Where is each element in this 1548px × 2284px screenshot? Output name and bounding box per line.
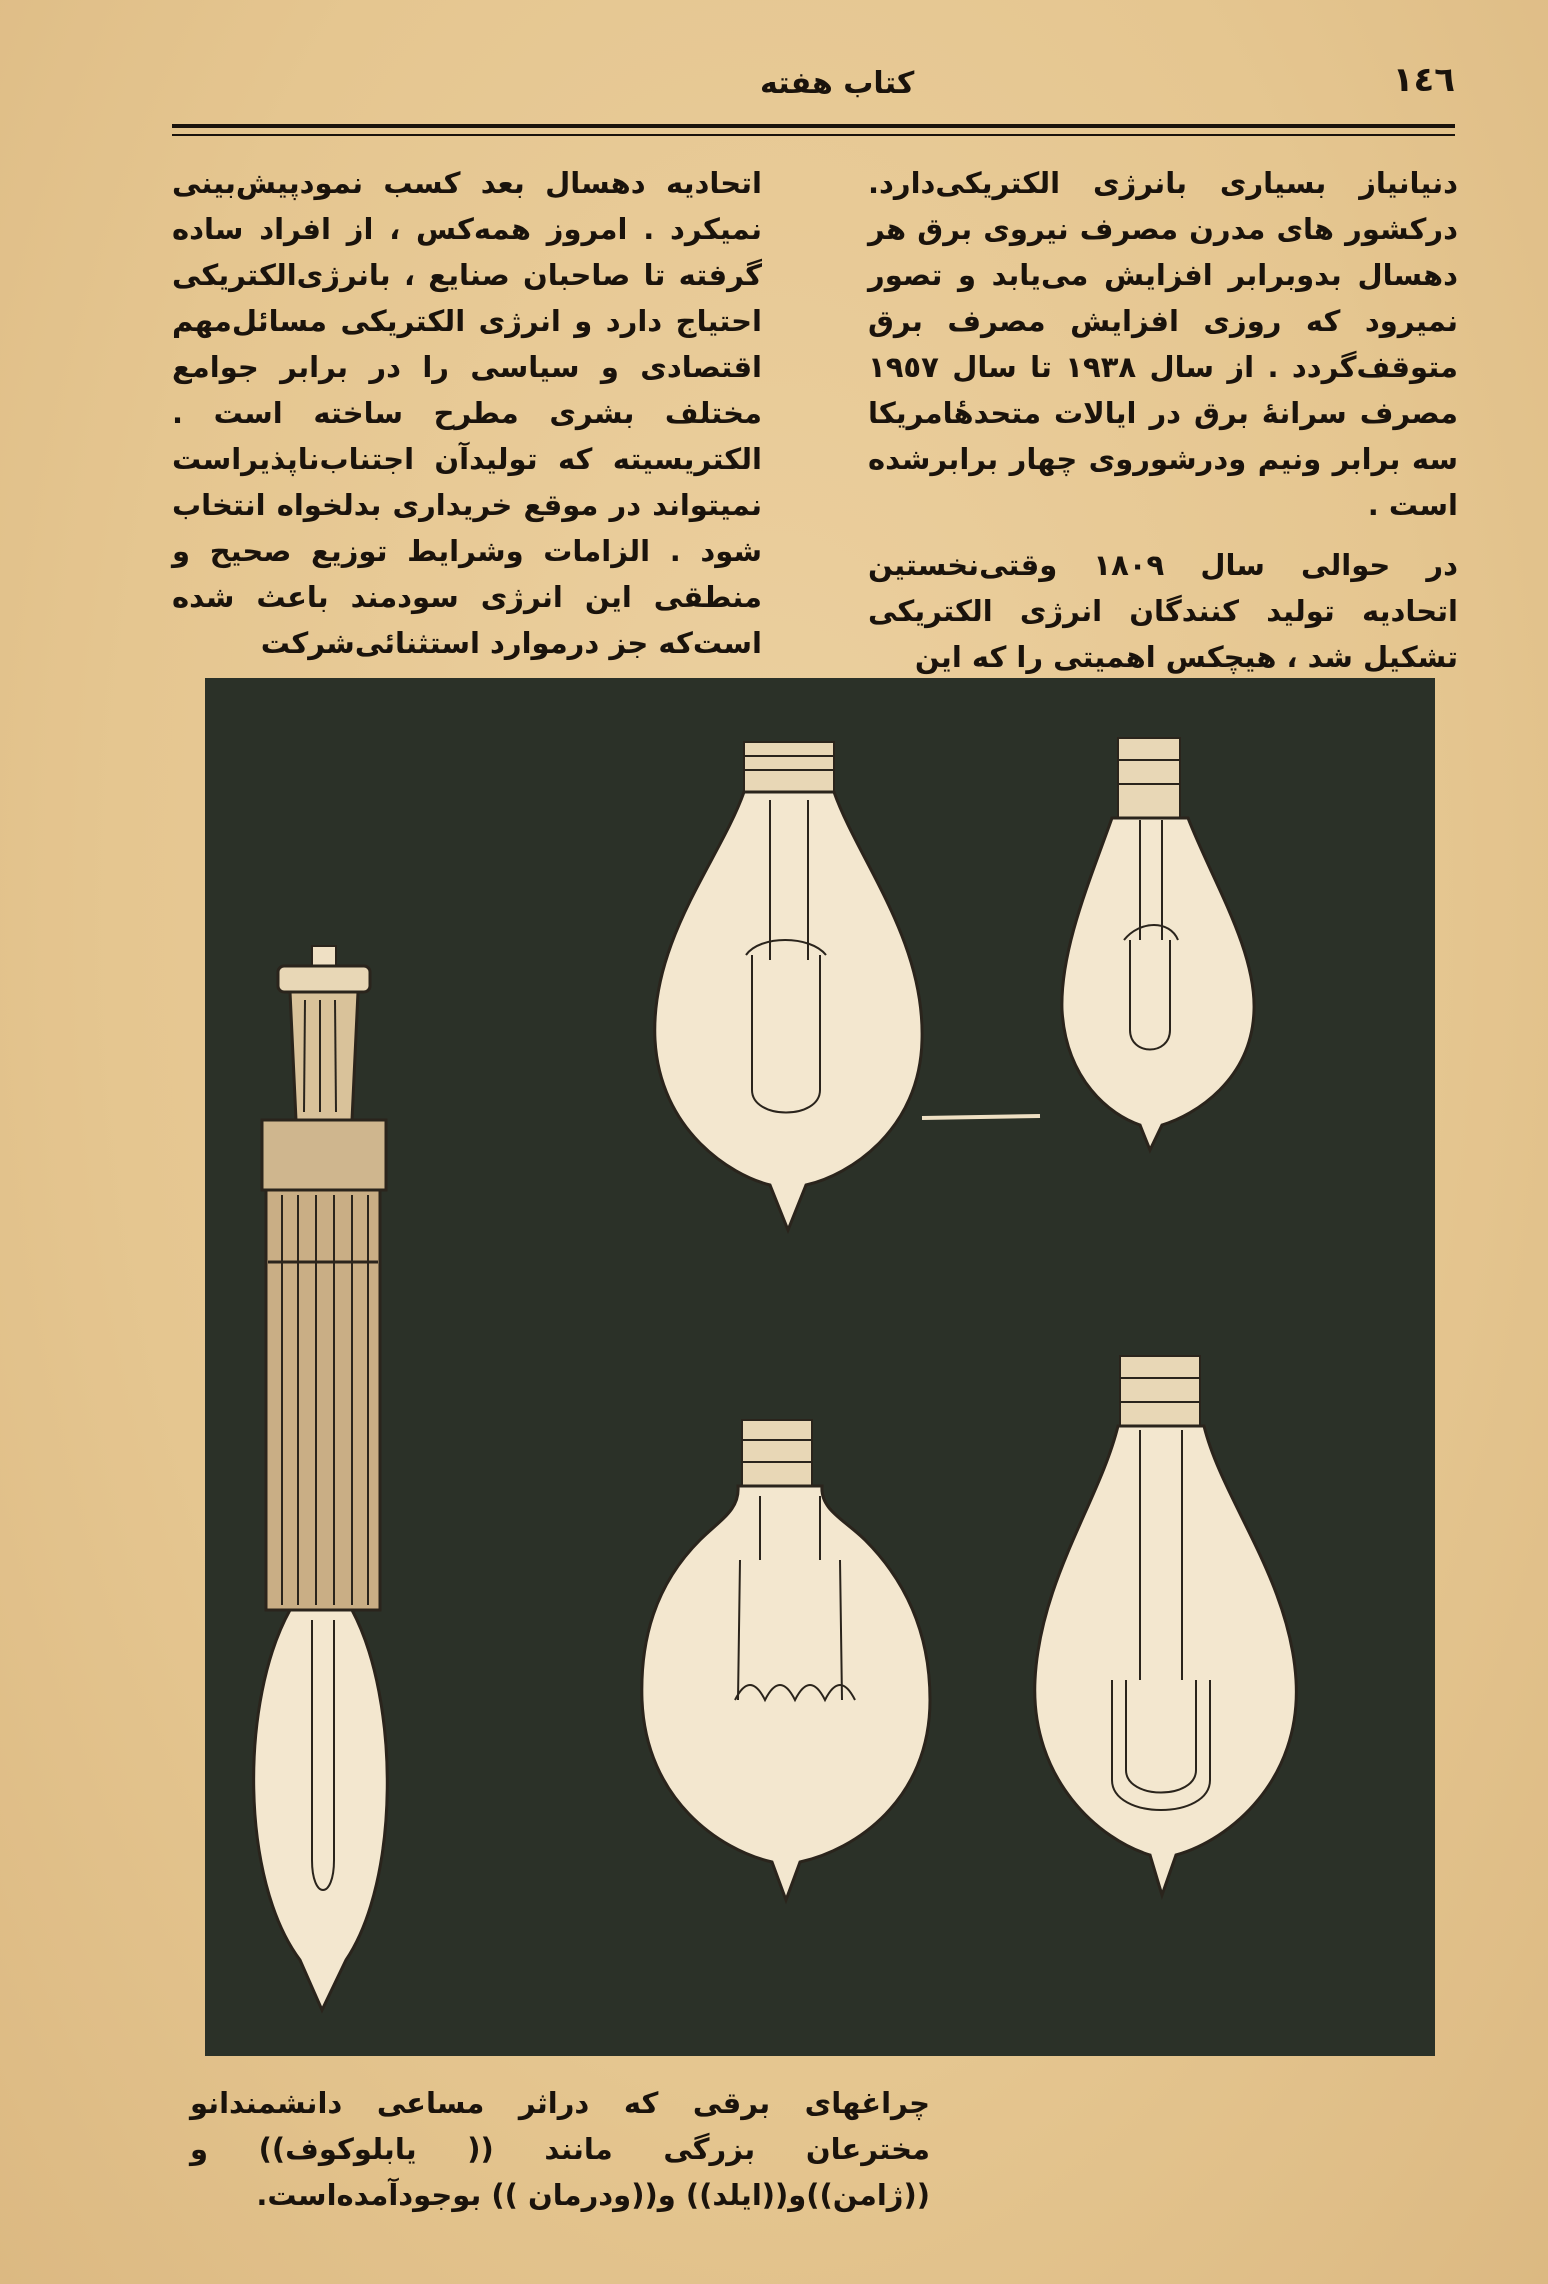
bulb-top-right xyxy=(1062,738,1254,1150)
light-bulbs-illustration xyxy=(205,678,1435,2056)
paragraph: دنیانیاز بسیاری بانرژی الکتریکی‌دارد. درکشور های مدرن مصرف نیروی برق هر دهسال بدوبرابر افزایش می‌یابد و تصور نمیرود که روزی افزایش مصرف برق متوقف‌گردد . از سال ١٩٣٨ تا سال ١٩٥٧ مصرف سرانهٔ برق در ایالات متحدهٔامریکا سه برابر ونیم ودرشوروی چهار برابرشده است . xyxy=(868,166,1459,522)
header-rule-thick xyxy=(172,124,1455,128)
bulbs-svg xyxy=(205,678,1435,2056)
bulb-bottom-right xyxy=(1035,1356,1297,1895)
figure-caption xyxy=(190,2080,930,2218)
page-header xyxy=(170,60,1455,120)
bulb-top-center xyxy=(655,742,1040,1230)
text-column-right xyxy=(868,160,1458,694)
bulb-bottom-round xyxy=(642,1420,930,1900)
paragraph: اتحادیه دهسال بعد کسب نمودپیش‌بینی نمیکرد . امروز همه‌کس ، از افراد ساده گرفته تا صاحبان صنایع ، بانرژی‌الکتریکی احتیاج دارد و انرژی الکتریکی مسائل‌مهم اقتصادی و سیاسی را در برابر جوامع مختلف بشری مطرح ساخته است . الکتریسیته که تولیدآن اجتناب‌ناپذیراست نمیتواند در موقع خریداری بدلخواه انتخاب شود . الزامات وشرایط توزیع صحیح و منطقی این انرژی سودمند باعث شده است‌که جز درموارد استثنائی‌شرکت xyxy=(172,166,762,660)
header-rule-thin xyxy=(172,134,1455,136)
text-column-left xyxy=(172,160,762,680)
paragraph: در حوالی سال ١٨٠٩ وقتی‌نخستین اتحادیه تولید کنندگان انرژی الکتریکی تشکیل شد ، هیچکس اهمیتی را که این xyxy=(868,548,1458,674)
caption-text: چراغهای برقی که دراثر مساعی دانشمندانو مخترعان بزرگی مانند (( یابلوکوف)) و ((ژامن))و((ایلد)) و((ودرمان )) بوجودآمده‌است. xyxy=(190,2086,930,2212)
page-number: ١٤٦ xyxy=(1392,60,1455,100)
bulb-tall-left xyxy=(254,678,388,2010)
book-title: كتاب هفته xyxy=(760,66,915,101)
